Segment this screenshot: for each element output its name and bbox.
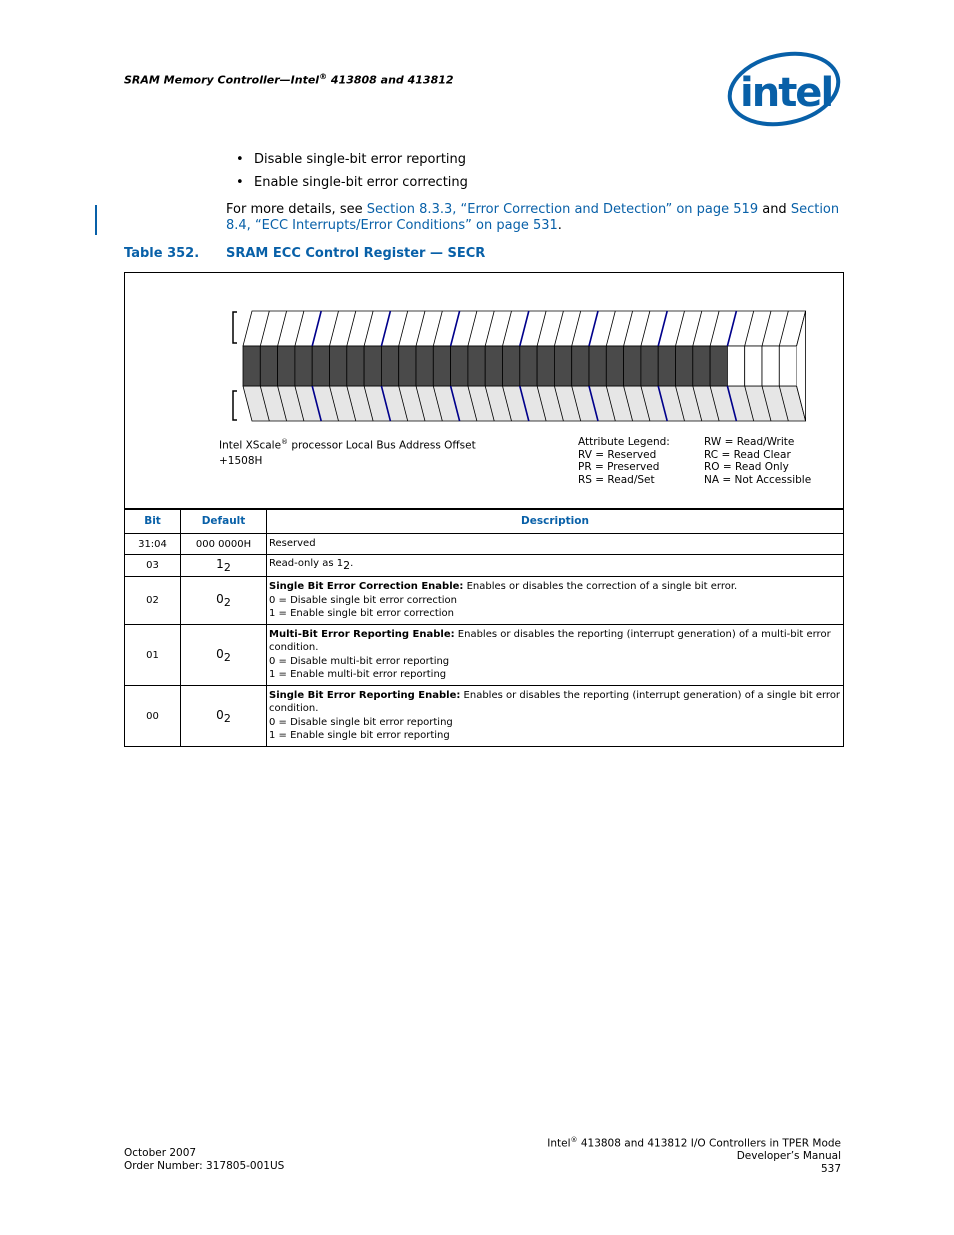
bit-cell-30 xyxy=(260,346,277,386)
register-diagram xyxy=(124,272,844,510)
field-name: Single Bit Error Reporting Enable: xyxy=(269,690,461,701)
bullet-list xyxy=(236,148,468,194)
bit-cell-11 xyxy=(589,346,606,386)
footer-doc-title-suffix: 413808 and 413812 I/O Controllers in TPER Mode xyxy=(577,1137,841,1150)
description-cell xyxy=(267,625,844,686)
bit-cell-8 xyxy=(641,346,658,386)
registered-mark: ® xyxy=(319,72,328,81)
footer-order-number: Order Number: 317805-001US xyxy=(124,1159,285,1172)
field-name: Multi-Bit Error Reporting Enable: xyxy=(269,629,455,640)
column-header-default: Default xyxy=(181,509,267,534)
value-option: 1 = Enable multi-bit error reporting xyxy=(269,668,447,680)
bit-cell-31 xyxy=(243,346,260,386)
details-paragraph xyxy=(226,202,846,234)
bit-cell-9 xyxy=(624,346,641,386)
bit-cell-19 xyxy=(451,346,468,386)
bit-cell-17 xyxy=(485,346,502,386)
description-text: . xyxy=(350,558,354,570)
footer-manual-type: Developer’s Manual xyxy=(736,1150,841,1162)
table-header-row xyxy=(125,509,844,534)
intel-logo-icon xyxy=(726,50,842,128)
bit-cell-14 xyxy=(537,346,554,386)
description-cell xyxy=(267,577,844,625)
bit-cell: 03 xyxy=(125,555,181,577)
default-radix: 2 xyxy=(223,561,231,574)
offset-label: Intel XScale xyxy=(219,439,282,452)
description-cell: Reserved xyxy=(267,534,844,555)
header-title: SRAM Memory Controller—Intel xyxy=(124,73,320,87)
bit-cell-3 xyxy=(727,346,744,386)
bracket-bottom xyxy=(233,391,237,420)
default-radix: 2 xyxy=(223,596,231,609)
table-row xyxy=(125,534,844,555)
bit-cell: 01 xyxy=(125,625,181,686)
value-option: 1 = Enable single bit error correction xyxy=(269,607,454,619)
column-header-description: Description xyxy=(267,509,844,534)
bit-cell-27 xyxy=(312,346,329,386)
value-option: 0 = Disable multi-bit error reporting xyxy=(269,656,450,667)
legend-entry: RW = Read/Write xyxy=(704,436,795,448)
bit-cell-26 xyxy=(330,346,347,386)
footer-left xyxy=(124,1147,284,1172)
default-cell: 000 0000H xyxy=(181,534,267,555)
section-link-ecc-interrupts[interactable]: Section 8.4, “ECC Interrupts/Error Conditions” on page 531 xyxy=(226,202,840,233)
description-text: Enables or disables the correction of a single bit error. xyxy=(463,580,738,592)
default-value: 0 xyxy=(216,646,224,661)
description-text: Enables or disables the reporting (interrupt generation) of a multi-bit error condition. xyxy=(269,629,831,653)
legend-entry: RC = Read Clear xyxy=(704,448,791,461)
column-header-bit: Bit xyxy=(125,509,181,534)
footer-right xyxy=(547,1134,841,1175)
legend-entry: NA = Not Accessible xyxy=(704,473,812,486)
logo-text: intel xyxy=(740,70,833,116)
bit-cell-22 xyxy=(399,346,416,386)
bit-cell-10 xyxy=(606,346,623,386)
section-link-ecc-detection[interactable]: Section 8.3.3, “Error Correction and Detection” on page 519 xyxy=(366,202,759,217)
value-option: 1 = Enable single bit error reporting xyxy=(269,729,450,741)
legend-entry: RO = Read Only xyxy=(704,461,789,473)
registered-mark: ® xyxy=(281,438,289,446)
para-text: For more details, see xyxy=(226,202,367,217)
bit-cell-13 xyxy=(554,346,571,386)
bit-cell-5 xyxy=(693,346,710,386)
table-row xyxy=(125,625,844,686)
value-option: 0 = Disable single bit error correction xyxy=(269,595,458,607)
bit-cell-0 xyxy=(779,346,796,386)
para-text: . xyxy=(557,218,562,233)
bit-cell-24 xyxy=(364,346,381,386)
register-table xyxy=(124,508,844,747)
legend-entry: Attribute Legend: xyxy=(578,436,670,448)
bit-cell-15 xyxy=(520,346,537,386)
default-cell xyxy=(181,686,267,747)
bit-cell-16 xyxy=(503,346,520,386)
footer-date: October 2007 xyxy=(124,1147,197,1159)
para-text: and xyxy=(758,202,791,217)
bit-cell-28 xyxy=(295,346,312,386)
running-header xyxy=(124,72,454,87)
bullet-item: • Enable single-bit error correcting xyxy=(236,171,468,194)
bit-cell-29 xyxy=(278,346,295,386)
description-cell xyxy=(267,686,844,747)
default-radix: 2 xyxy=(223,711,231,725)
bit-cell-4 xyxy=(710,346,727,386)
bit-cell-21 xyxy=(416,346,433,386)
registered-mark: ® xyxy=(570,1136,578,1144)
default-value: 1 xyxy=(216,557,224,571)
table-number: Table 352. xyxy=(124,246,200,261)
bit-cell-2 xyxy=(745,346,762,386)
legend-entry: PR = Preserved xyxy=(578,461,660,473)
description-text: Enables or disables the reporting (interrupt generation) of a single bit error condition. xyxy=(269,690,841,714)
bit-cell-12 xyxy=(572,346,589,386)
attribute-legend xyxy=(578,436,811,486)
bit-cell: 00 xyxy=(125,686,181,747)
bit-cell-1 xyxy=(762,346,779,386)
description-text: Read-only as 1 xyxy=(269,558,344,570)
table-caption xyxy=(124,246,485,261)
legend-entry: RS = Read/Set xyxy=(578,473,655,486)
bit-cell-7 xyxy=(658,346,675,386)
default-radix: 2 xyxy=(223,650,231,664)
bit-cell-18 xyxy=(468,346,485,386)
table-row xyxy=(125,555,844,577)
default-cell xyxy=(181,555,267,577)
bit-cell-6 xyxy=(676,346,693,386)
default-value: 0 xyxy=(216,592,224,606)
offset-value: +1508H xyxy=(219,455,263,467)
header-title-suffix: 413808 and 413812 xyxy=(327,73,454,87)
default-cell xyxy=(181,625,267,686)
bit-cell: 31:04 xyxy=(125,534,181,555)
footer-doc-title: Intel xyxy=(547,1137,571,1150)
bit-cell-20 xyxy=(433,346,450,386)
bullet-item: • Disable single-bit error reporting xyxy=(236,148,468,171)
change-bar xyxy=(95,205,97,235)
legend-entry: RV = Reserved xyxy=(578,448,657,461)
default-value: 0 xyxy=(216,707,224,722)
bit-cell-25 xyxy=(347,346,364,386)
field-name: Single Bit Error Correction Enable: xyxy=(269,580,464,592)
bit-cell: 02 xyxy=(125,577,181,625)
default-cell xyxy=(181,577,267,625)
bracket-top xyxy=(233,312,237,343)
offset-label-suffix: processor Local Bus Address Offset xyxy=(288,439,476,452)
table-row xyxy=(125,686,844,747)
bit-cell-23 xyxy=(381,346,398,386)
radix-subscript: 2 xyxy=(343,559,351,573)
address-offset xyxy=(219,436,476,468)
table-title: SRAM ECC Control Register — SECR xyxy=(226,246,486,261)
description-cell xyxy=(267,555,844,577)
table-row xyxy=(125,577,844,625)
value-option: 0 = Disable single bit error reporting xyxy=(269,717,453,728)
page-number: 537 xyxy=(820,1162,841,1175)
